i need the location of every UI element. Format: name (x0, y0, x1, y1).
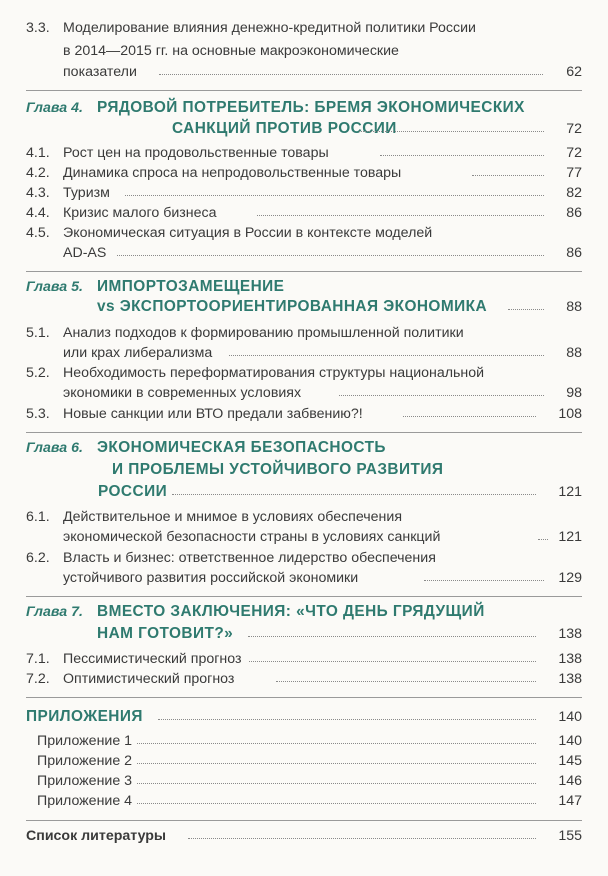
toc-page-number: 145 (558, 753, 582, 769)
leader-dots (159, 74, 543, 75)
leader-dots (117, 255, 544, 256)
chapter-title-cont: РОССИИ (98, 483, 168, 500)
toc-page-number: 121 (558, 529, 582, 545)
leader-dots (508, 309, 544, 310)
toc-entry-title: Приложение 4 (37, 793, 133, 809)
section-divider (26, 432, 582, 433)
chapter-title-cont: НАМ ГОТОВИТ?» (97, 625, 234, 642)
bibliography-title: Список литературы (26, 828, 167, 844)
chapter-title: ИМПОРТОЗАМЕЩЕНИЕ (97, 278, 285, 295)
section-divider (26, 820, 582, 821)
leader-dots (125, 195, 544, 196)
toc-page-number: 147 (558, 793, 582, 809)
toc-entry-title: Кризис малого бизнеса (63, 205, 217, 221)
leader-dots (249, 661, 536, 662)
section-divider (26, 697, 582, 698)
toc-page-number: 86 (566, 205, 582, 221)
toc-page-number: 72 (566, 121, 582, 137)
chapter-title-cont: И ПРОБЛЕМЫ УСТОЙЧИВОГО РАЗВИТИЯ (112, 461, 444, 478)
toc-entry-title-cont: экономической безопасности страны в условиях санкций (63, 529, 441, 545)
leader-dots (424, 580, 544, 581)
leader-dots (257, 215, 544, 216)
chapter-label: Глава 6. (26, 440, 83, 456)
toc-entry-number: 6.2. (26, 550, 50, 566)
toc-page-number: 140 (558, 733, 582, 749)
toc-entry-number: 5.3. (26, 406, 50, 422)
leader-dots (158, 719, 536, 720)
toc-page-number: 108 (558, 406, 582, 422)
toc-page-number: 72 (566, 145, 582, 161)
leader-dots (403, 416, 536, 417)
toc-entry-title: Действительное и мнимое в условиях обеспечения (63, 509, 403, 525)
toc-entry-title: Пессимистический прогноз (63, 651, 242, 667)
section-divider (26, 90, 582, 91)
leader-dots (380, 155, 544, 156)
toc-entry-title: Оптимистический прогноз (63, 671, 235, 687)
toc-entry-title-cont: в 2014—2015 гг. на основные макроэкономические (63, 43, 399, 59)
toc-page-number: 62 (566, 64, 582, 80)
toc-entry-title: Необходимость переформатирования структуры национальной (63, 365, 485, 381)
leader-dots (538, 539, 548, 540)
leader-dots (472, 175, 544, 176)
chapter-label: Глава 5. (26, 279, 83, 295)
toc-entry-title: Динамика спроса на непродовольственные товары (63, 165, 402, 181)
leader-dots (172, 494, 536, 495)
chapter-title: ЭКОНОМИЧЕСКАЯ БЕЗОПАСНОСТЬ (97, 439, 386, 456)
leader-dots (137, 763, 536, 764)
toc-page-number: 146 (558, 773, 582, 789)
chapter-label: Глава 4. (26, 100, 83, 116)
toc-entry-title-cont: или крах либерализма (63, 345, 213, 361)
chapter-title-cont: САНКЦИЙ ПРОТИВ РОССИИ (172, 120, 397, 137)
leader-dots (137, 783, 536, 784)
toc-page-number: 77 (566, 165, 582, 181)
leader-dots (359, 131, 544, 132)
toc-page-number: 138 (558, 671, 582, 687)
chapter-title-cont: vs ЭКСПОРТООРИЕНТИРОВАННАЯ ЭКОНОМИКА (97, 298, 488, 315)
toc-entry-title-cont: показатели (63, 64, 137, 80)
toc-page-number: 121 (558, 484, 582, 500)
toc-page-number: 88 (566, 299, 582, 315)
chapter-label: Глава 7. (26, 604, 83, 620)
toc-page-number: 82 (566, 185, 582, 201)
toc-entry-number: 4.1. (26, 145, 50, 161)
toc-entry-title-cont: экономики в современных условиях (63, 385, 302, 401)
leader-dots (276, 681, 536, 682)
toc-entry-number: 7.1. (26, 651, 50, 667)
toc-page-number: 138 (558, 651, 582, 667)
toc-entry-title: Приложение 2 (37, 753, 133, 769)
toc-entry-title-cont: AD-AS (63, 245, 107, 261)
toc-entry-title: Приложение 1 (37, 733, 133, 749)
chapter-title: РЯДОВОЙ ПОТРЕБИТЕЛЬ: БРЕМЯ ЭКОНОМИЧЕСКИХ (97, 99, 525, 116)
leader-dots (248, 636, 536, 637)
toc-entry-title: Экономическая ситуация в России в контексте моделей (63, 225, 433, 241)
toc-entry-title: Туризм (63, 185, 110, 201)
leader-dots (137, 803, 536, 804)
leader-dots (188, 838, 536, 839)
toc-page-number: 98 (566, 385, 582, 401)
toc-entry-number: 4.4. (26, 205, 50, 221)
toc-entry-number: 4.5. (26, 225, 50, 241)
toc-page-number: 140 (558, 709, 582, 725)
toc-entry-number: 6.1. (26, 509, 50, 525)
toc-entry-title: Власть и бизнес: ответственное лидерство обеспечения (63, 550, 436, 566)
appendices-title: ПРИЛОЖЕНИЯ (26, 708, 143, 725)
toc-page-number: 155 (558, 828, 582, 844)
toc-entry-number: 5.1. (26, 325, 50, 341)
toc-entry-title: Приложение 3 (37, 773, 133, 789)
leader-dots (339, 395, 544, 396)
toc-entry-number: 4.2. (26, 165, 50, 181)
toc-page-number: 86 (566, 245, 582, 261)
toc-entry-number: 3.3. (26, 20, 50, 36)
section-divider (26, 596, 582, 597)
toc-entry-title: Моделирование влияния денежно-кредитной политики России (63, 20, 476, 36)
toc-entry-title: Анализ подходов к формированию промышленной политики (63, 325, 464, 341)
toc-entry-number: 5.2. (26, 365, 50, 381)
toc-entry-title: Рост цен на продовольственные товары (63, 145, 329, 161)
toc-entry-title: Новые санкции или ВТО предали забвению?! (63, 406, 363, 422)
toc-page-number: 129 (558, 570, 582, 586)
chapter-title: ВМЕСТО ЗАКЛЮЧЕНИЯ: «ЧТО ДЕНЬ ГРЯДУЩИЙ (97, 603, 485, 620)
toc-entry-number: 4.3. (26, 185, 50, 201)
leader-dots (229, 355, 544, 356)
toc-entry-number: 7.2. (26, 671, 50, 687)
leader-dots (137, 743, 536, 744)
toc-page-number: 88 (566, 345, 582, 361)
toc-entry-title-cont: устойчивого развития российской экономики (63, 570, 359, 586)
section-divider (26, 271, 582, 272)
toc-page-number: 138 (558, 626, 582, 642)
